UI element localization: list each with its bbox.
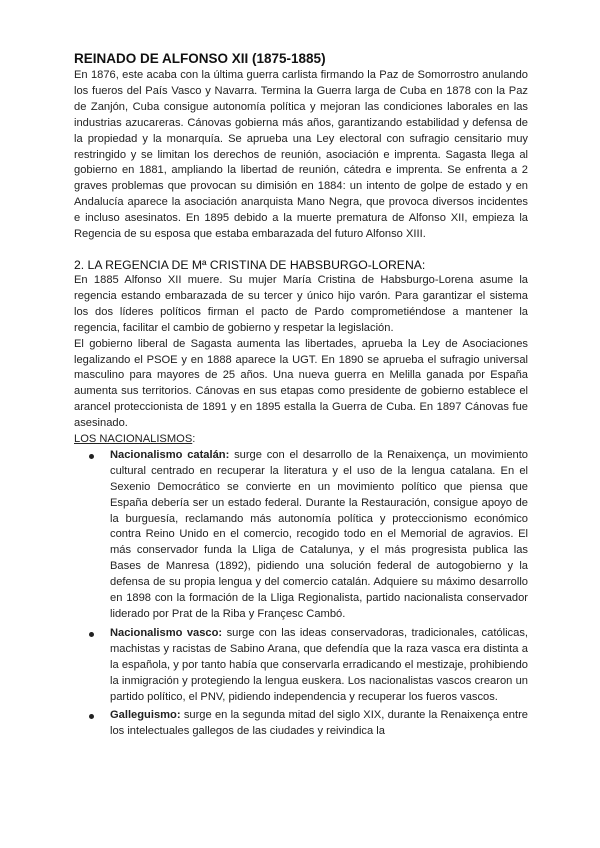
spacer [74, 243, 528, 257]
list-item-text: surge en la segunda mitad del siglo XIX, durante la Renaixença entre los intelectuales gallegos de las ciudades y reivindica la [110, 709, 528, 738]
paragraph: El gobierno liberal de Sagasta aumenta las libertades, aprueba la Ley de Asociaciones legalizando el PSOE y en 1888 aparece la UGT. En 1890 se aprueba el sufragio universal masculino para mayores de 25 años. Una nueva guerra en Melilla ganada por España aumenta sus territorios. Cánovas en sus etapas como presidente de gobierno establece el arancel proteccionista de 1891 y en 1895 estalla la Guerra de Cuba. En 1897 Cánovas fue asesinado. [74, 337, 528, 430]
list-item [74, 626, 528, 706]
section-title: REINADO DE ALFONSO XII (1875-1885) [74, 51, 326, 66]
list-item-term: Nacionalismo catalán: [110, 448, 230, 461]
list-item-text: surge con el desarrollo de la Renaixença, un movimiento cultural centrado en recuperar la literatura y el uso de la lengua catalana. En el Sexenio Democrático se convierte en un movimiento político que piensa que España debería ser un estado federal. Durante la Restauración, consigue apoyo de la burguesía, reclamando más autonomía política y proteccionismo económico contra Reino Unido en el comercio, recogido todo en el Memorial de agravios. El más conservador funda la Lliga de Catalunya, y el más progresista publica las Bases de Manresa (1892), pidiendo una solución federal de autogobierno y la defensa de su propia lengua y del comercio catalán. Adquiere su máximo desarrollo en 1898 con la formación de la Lliga Regionalista, partido nacionalista conservador liderado por Prat de la Riba y Françesc Cambó. [110, 448, 528, 620]
subheading-line [74, 432, 528, 448]
subheading: LOS NACIONALISMOS [74, 433, 193, 446]
section-title: 2. LA REGENCIA DE Mª CRISTINA DE HABSBURGO-LORENA: [74, 257, 426, 272]
list-item [74, 708, 528, 740]
list-item-term: Nacionalismo vasco: [110, 626, 223, 639]
list-item-text: surge con las ideas conservadoras, tradicionales, católicas, machistas y racistas de Sabino Arana, que defendía que la raza vasca era distinta a la española, y por tanto había que conservarla erradicando el mestizaje, prohibiendo la inmigración y protegiendo la lengua euskera. Los nacionalistas vascos crearon un partido político, el PNV, pidiendo independencia y recuperar los fueros vascos. [110, 626, 528, 703]
list-item [74, 448, 528, 623]
bullet-list [74, 448, 528, 740]
subheading-colon: : [192, 433, 196, 446]
section-body: En 1876, este acaba con la última guerra carlista firmando la Paz de Somorrostro anulando los fueros del País Vasco y Navarra. Termina la Guerra larga de Cuba en 1878 con la Paz de Zanjón, Cuba consigue autonomía política y mejoran las condiciones laborales en las industrias azucareras. Cánovas gobierna más años, garantizando estabilidad y defensa de la propiedad y la monarquía. Se aprueba una Ley electoral con sufragio censitario muy restringido y se limitan los derechos de reunión, asociación e imprenta. Sagasta llega al gobierno en 1881, ampliando la libertad de reunión, cátedra e imprenta. Se enfrenta a 2 graves problemas que provocan su dimisión en 1884: un intento de golpe de estado y en Andalucía aparece la asociación anarquista Mano Negra, que provoca diversos incidentes e incluso asesinatos. En 1895 debido a la muerte prematura de Alfonso XII, empieza la Regencia de su esposa que estaba embarazada del futuro Alfonso XIII. [74, 69, 528, 241]
document-page [74, 50, 528, 743]
bullet-icon [89, 714, 94, 719]
bullet-icon [89, 454, 94, 459]
bullet-icon [89, 632, 94, 637]
list-item-term: Galleguismo: [110, 709, 181, 722]
paragraph: En 1885 Alfonso XII muere. Su mujer María Cristina de Habsburgo-Lorena asume la regencia estando embarazada de su tercer y único hijo varón. Para garantizar el sistema los dos líderes políticos firman el pacto de Pardo comprometiéndose a mantener la regencia, facilitar el cambio de gobierno y respetar la legislación. [74, 273, 528, 334]
